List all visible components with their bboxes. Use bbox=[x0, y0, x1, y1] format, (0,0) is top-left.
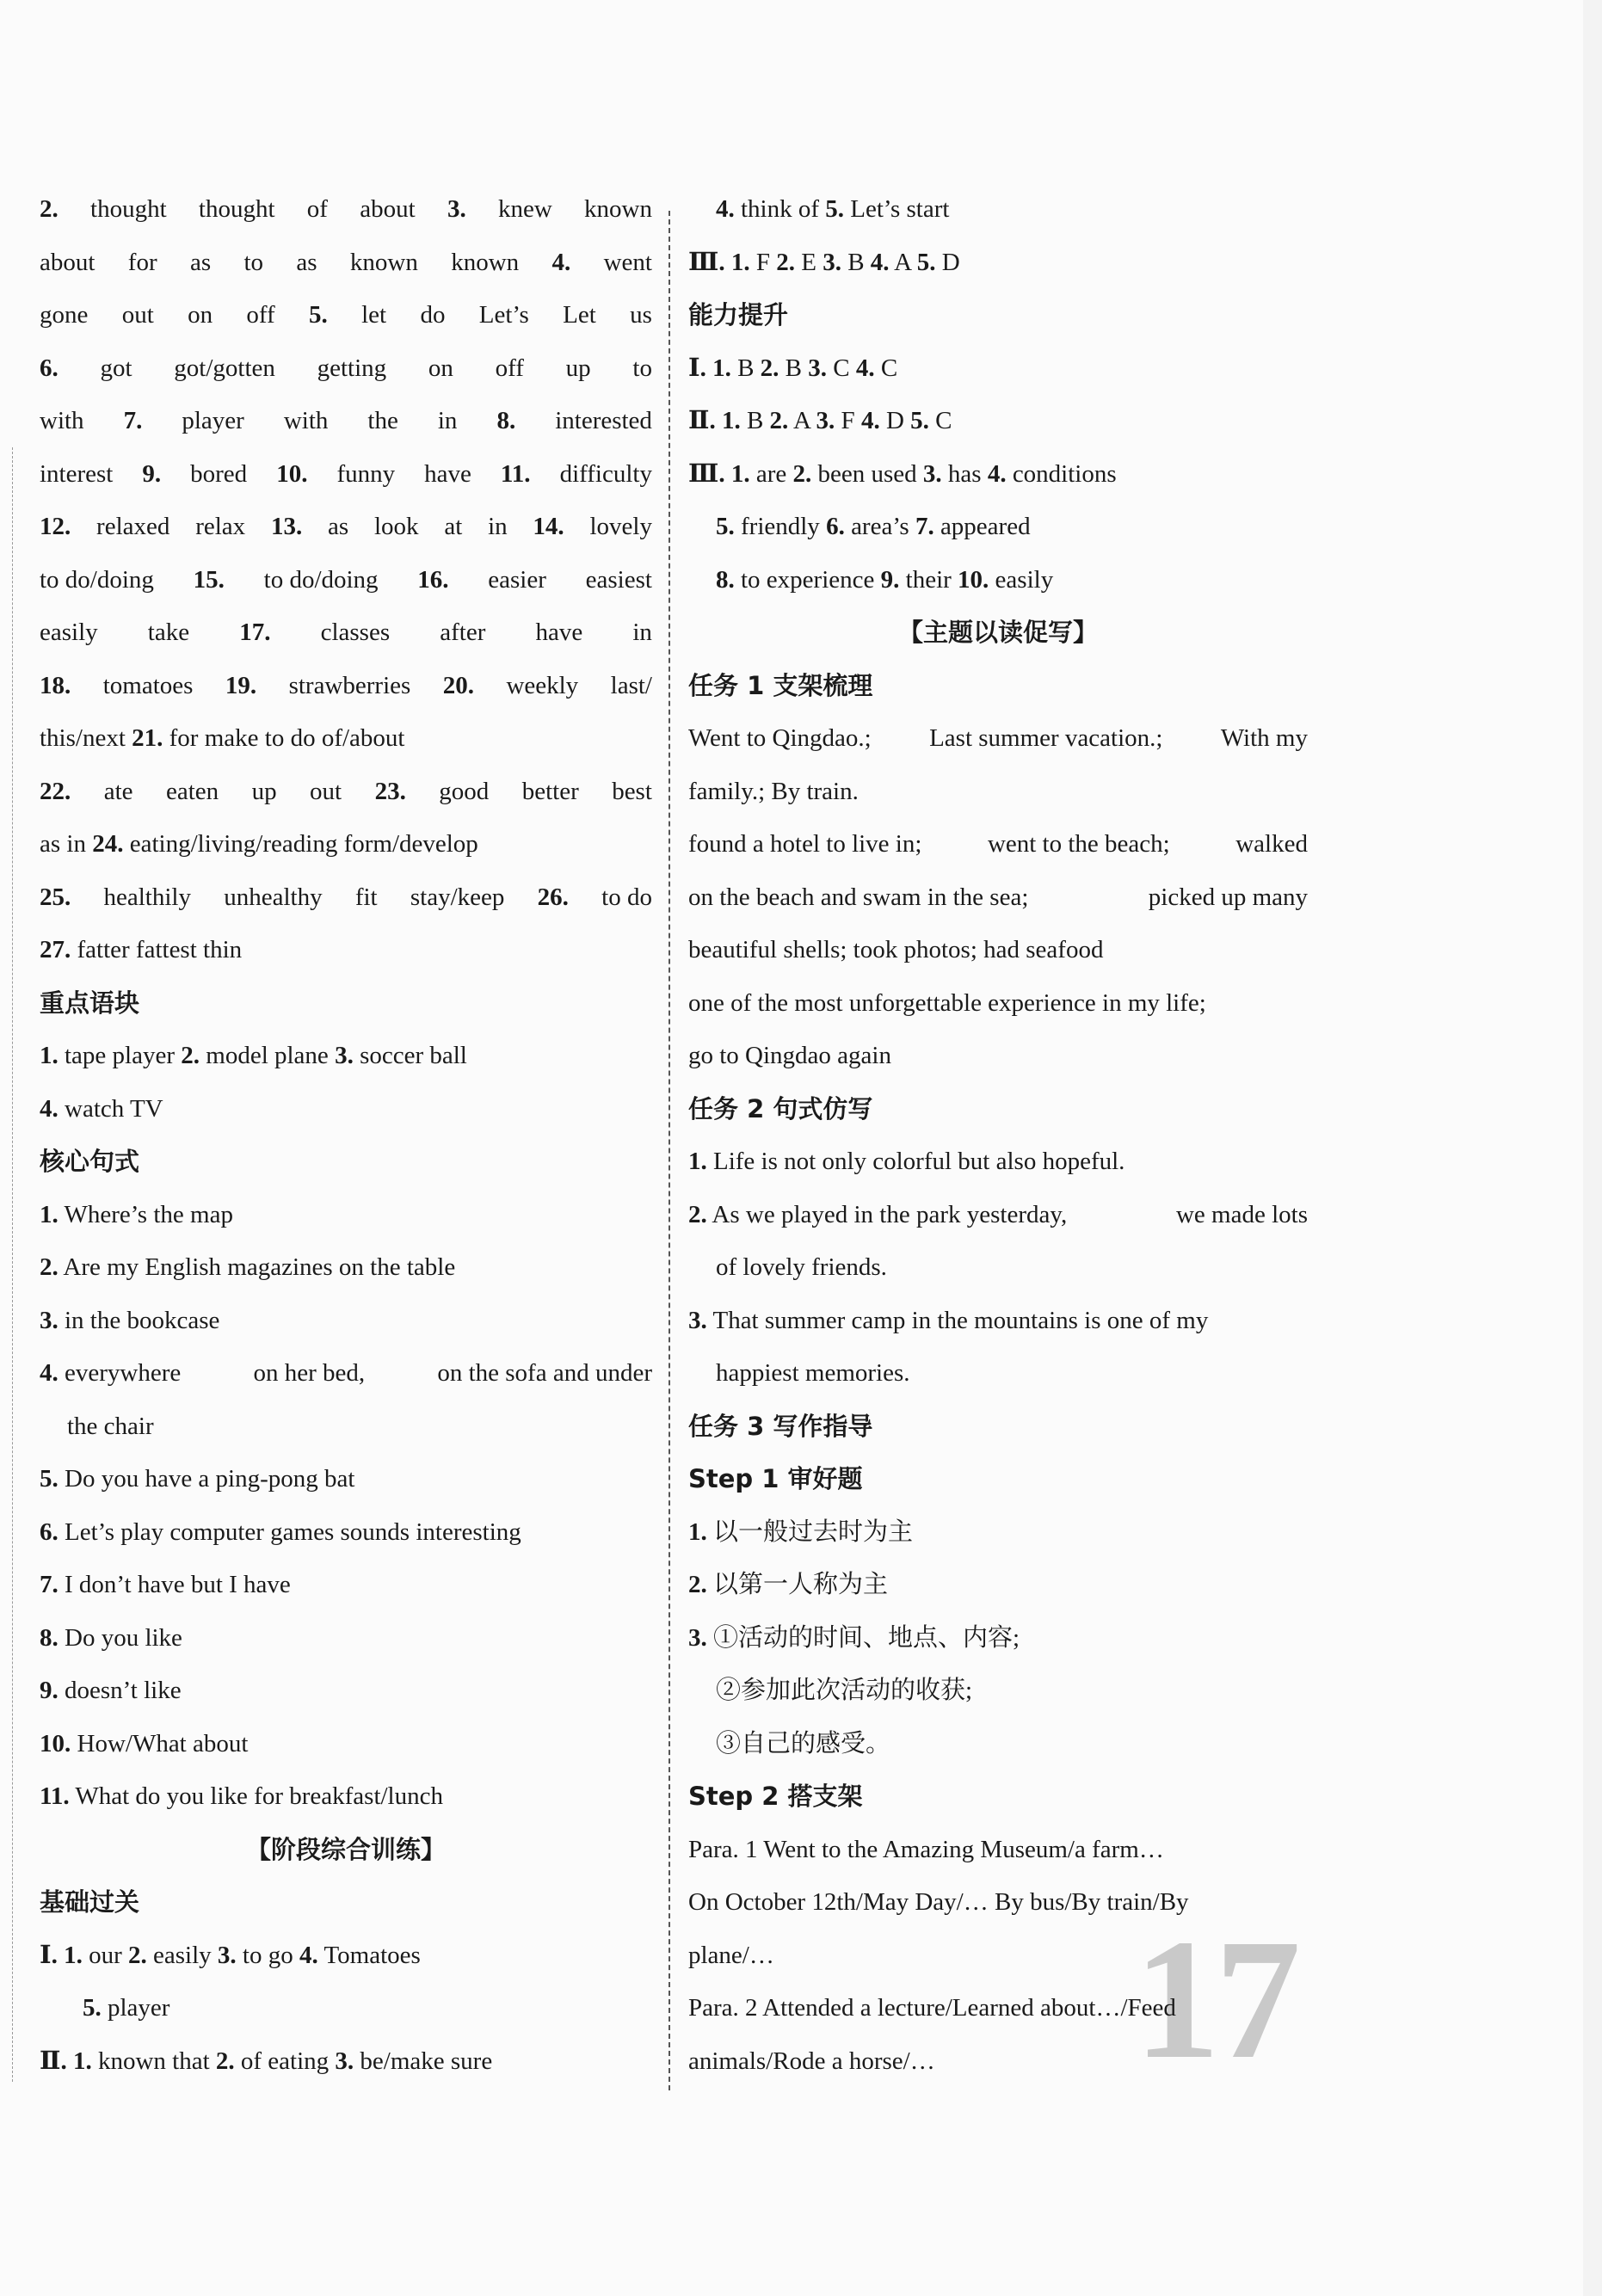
answer-fragment bbox=[501, 448, 531, 502]
answer-line bbox=[688, 712, 1308, 766]
answer-line bbox=[688, 501, 1308, 554]
answer-line bbox=[40, 237, 652, 290]
answer-fragment bbox=[40, 766, 71, 819]
line-text: 10. bbox=[276, 459, 308, 488]
answer-fragment bbox=[40, 501, 71, 554]
answer-fragment: player bbox=[182, 407, 244, 434]
line-text: 1. Where’s the map bbox=[40, 1200, 233, 1228]
margin-dashed-line bbox=[12, 447, 13, 2082]
answer-fragment bbox=[142, 448, 161, 502]
answer-line: 基础过关 bbox=[40, 1887, 140, 1917]
answer-fragment: the bbox=[367, 407, 398, 434]
answer-fragment bbox=[309, 289, 328, 342]
answer-fragment: as bbox=[189, 248, 212, 276]
answer-fragment: to bbox=[632, 354, 652, 382]
answer-line bbox=[40, 289, 652, 342]
answer-line: 能力提升 bbox=[688, 300, 789, 329]
answer-line: of lovely friends. bbox=[716, 1253, 887, 1281]
line-text: 14. bbox=[533, 513, 564, 540]
line-text: Ⅱ. 1. B 2. A 3. F 4. D 5. C bbox=[688, 407, 952, 434]
answer-fragment: unhealthy bbox=[224, 883, 323, 911]
answer-line bbox=[40, 924, 652, 977]
line-text: 3. That summer camp in the mountains is one of my bbox=[688, 1306, 1209, 1334]
answer-fragment: to do/doing bbox=[263, 565, 379, 594]
answer-line: 任务 1 支架梳理 bbox=[688, 670, 873, 700]
answer-line bbox=[688, 342, 1308, 396]
line-text: 4. watch TV bbox=[40, 1094, 163, 1123]
answer-fragment bbox=[40, 871, 71, 925]
line-text: 20. bbox=[442, 671, 474, 699]
answer-fragment bbox=[40, 1347, 181, 1400]
answer-line: go to Qingdao again bbox=[688, 1042, 891, 1069]
answer-fragment: for bbox=[127, 248, 157, 276]
line-text: 3. bbox=[447, 195, 466, 223]
answer-line bbox=[40, 1770, 652, 1824]
answer-fragment: Let bbox=[563, 301, 596, 329]
answer-line bbox=[40, 1189, 652, 1242]
line-text: Step 2 搭支架 bbox=[688, 1782, 863, 1811]
answer-line: plane/… bbox=[688, 1941, 774, 1969]
line-text: 5. bbox=[309, 301, 328, 329]
answer-line bbox=[40, 1930, 652, 1983]
line-text: 19. bbox=[225, 671, 257, 699]
answer-fragment: interest bbox=[40, 459, 114, 488]
line-text: 3. ①活动的时间、地点、内容; bbox=[688, 1623, 1020, 1652]
line-text: 2. 以第一人称为主 bbox=[688, 1571, 889, 1598]
answer-fragment: found a hotel to live in; bbox=[688, 830, 922, 858]
answer-line bbox=[40, 1347, 652, 1400]
answer-fragment: in bbox=[488, 513, 508, 540]
answer-line bbox=[688, 183, 1308, 237]
right-column bbox=[688, 183, 1308, 2095]
answer-line bbox=[40, 2035, 652, 2089]
answer-fragment: on bbox=[428, 354, 453, 382]
answer-line: the chair bbox=[67, 1412, 154, 1440]
answer-fragment: to bbox=[243, 248, 264, 276]
answer-fragment: thought bbox=[198, 195, 275, 223]
line-text: 15. bbox=[193, 565, 225, 594]
line-text: 12. bbox=[40, 513, 71, 540]
answer-fragment: at bbox=[444, 513, 463, 540]
answer-fragment: have bbox=[535, 619, 583, 646]
answer-fragment bbox=[375, 766, 406, 819]
answer-fragment: with bbox=[40, 407, 84, 434]
answer-line bbox=[688, 1295, 1308, 1348]
line-text: as in 24. eating/living/reading form/develop bbox=[40, 830, 478, 858]
answer-line bbox=[40, 1665, 652, 1718]
answer-fragment: knew bbox=[497, 195, 552, 223]
line-text: 1. tape player 2. model plane 3. soccer ball bbox=[40, 1042, 467, 1069]
answer-fragment: bored bbox=[190, 459, 248, 488]
answer-line: 核心句式 bbox=[40, 1147, 140, 1176]
line-text: 4. bbox=[551, 248, 571, 276]
answer-fragment: strawberries bbox=[288, 671, 411, 699]
answer-fragment: out bbox=[121, 301, 154, 329]
answer-fragment: lovely bbox=[589, 513, 652, 540]
answer-fragment: known bbox=[349, 248, 418, 276]
answer-line: 【主题以读促写】 bbox=[897, 618, 1098, 647]
line-text: 17. bbox=[239, 619, 271, 646]
answer-line bbox=[40, 1982, 652, 2035]
answer-line: On October 12th/May Day/… By bus/By train/By bbox=[688, 1888, 1189, 1916]
answer-line: beautiful shells; took photos; had seafood bbox=[688, 936, 1104, 963]
line-text: 16. bbox=[417, 565, 449, 594]
line-text: Ⅲ. 1. F 2. E 3. B 4. A 5. D bbox=[688, 248, 960, 276]
answer-fragment: of bbox=[306, 195, 328, 223]
line-text: 3. in the bookcase bbox=[40, 1306, 220, 1334]
line-text: 18. bbox=[40, 671, 71, 699]
answer-fragment bbox=[533, 501, 564, 554]
answer-fragment: fit bbox=[354, 883, 378, 911]
line-text: Ⅱ. 1. known that 2. of eating 3. be/make sure bbox=[40, 2047, 493, 2075]
line-text: 11. bbox=[500, 459, 531, 488]
answer-fragment bbox=[124, 395, 143, 448]
answer-fragment: getting bbox=[317, 354, 387, 382]
answer-fragment: known bbox=[584, 195, 652, 223]
left-column bbox=[40, 183, 652, 2088]
answer-fragment: gone bbox=[40, 301, 89, 329]
answer-fragment: relax bbox=[195, 513, 246, 540]
answer-line: Para. 1 Went to the Amazing Museum/a farm… bbox=[688, 1835, 1164, 1863]
answer-fragment bbox=[276, 448, 307, 502]
answer-line bbox=[688, 1559, 1308, 1612]
answer-fragment: we made lots bbox=[1175, 1200, 1308, 1228]
answer-fragment: have bbox=[424, 459, 471, 488]
answer-fragment: weekly bbox=[506, 671, 579, 699]
line-text: 6. Let’s play computer games sounds interesting bbox=[40, 1517, 521, 1546]
answer-fragment bbox=[271, 501, 302, 554]
answer-fragment: got/gotten bbox=[174, 354, 275, 382]
answer-line: one of the most unforgettable experience in my life; bbox=[688, 988, 1206, 1017]
answer-line bbox=[688, 1770, 1308, 1824]
answer-fragment: best bbox=[612, 777, 652, 805]
answer-fragment: about bbox=[40, 248, 96, 276]
answer-fragment: off bbox=[495, 354, 524, 382]
answer-fragment: to do bbox=[601, 883, 652, 911]
answer-fragment bbox=[40, 183, 59, 237]
answer-fragment: walked bbox=[1235, 830, 1308, 858]
line-text: 6. bbox=[40, 354, 59, 382]
line-text: 27. fatter fattest thin bbox=[40, 936, 243, 963]
answer-fragment: on the sofa and under bbox=[437, 1359, 652, 1387]
answer-fragment: in bbox=[632, 619, 652, 646]
answer-fragment: easier bbox=[488, 565, 546, 594]
answer-line bbox=[40, 660, 652, 713]
line-text: Ⅰ. 1. our 2. easily 3. to go 4. Tomatoes bbox=[40, 1941, 421, 1969]
line-text: 7. bbox=[123, 407, 143, 434]
answer-fragment bbox=[417, 554, 448, 607]
answer-fragment: last/ bbox=[610, 671, 652, 699]
answer-fragment bbox=[443, 660, 474, 713]
answer-line bbox=[40, 1030, 652, 1083]
answer-fragment: with bbox=[283, 407, 329, 434]
line-text: 2. As we played in the park yesterday, bbox=[688, 1200, 1068, 1228]
line-text: 1. 以一般过去时为主 bbox=[688, 1517, 914, 1546]
answer-fragment: stay/keep bbox=[410, 883, 505, 911]
answer-line: ②参加此次活动的收获; bbox=[716, 1677, 973, 1704]
answer-fragment: With my bbox=[1220, 724, 1308, 752]
line-text: 5. Do you have a ping-pong bat bbox=[40, 1465, 355, 1493]
answer-fragment: out bbox=[310, 777, 342, 805]
line-text: 7. I don’t have but I have bbox=[40, 1571, 291, 1598]
answer-fragment: on bbox=[188, 301, 213, 329]
answer-fragment: as bbox=[296, 248, 317, 276]
answer-line bbox=[688, 395, 1308, 448]
answer-fragment: off bbox=[246, 301, 275, 329]
answer-fragment bbox=[40, 342, 59, 396]
line-text: 11. What do you like for breakfast/lunch bbox=[40, 1782, 443, 1810]
answer-line bbox=[40, 818, 652, 871]
answer-line: 任务 2 句式仿写 bbox=[688, 1093, 873, 1123]
answer-line bbox=[40, 766, 652, 819]
answer-fragment: good bbox=[439, 777, 490, 805]
answer-fragment: went to the beach; bbox=[987, 830, 1170, 858]
line-text: Ⅲ. 1. are 2. been used 3. has 4. conditions bbox=[688, 459, 1117, 488]
answer-line bbox=[688, 1453, 1308, 1506]
answer-line bbox=[40, 448, 652, 502]
line-text: 8. bbox=[496, 407, 516, 434]
answer-line bbox=[40, 1453, 652, 1506]
answer-fragment: went bbox=[603, 248, 652, 276]
answer-fragment: classes bbox=[320, 619, 391, 646]
line-text: 4. think of 5. Let’s start bbox=[716, 195, 950, 223]
answer-fragment: us bbox=[630, 301, 652, 329]
line-text: 8. Do you like bbox=[40, 1623, 182, 1652]
answer-fragment bbox=[496, 395, 515, 448]
answer-line bbox=[688, 554, 1308, 607]
answer-line bbox=[40, 1241, 652, 1295]
answer-fragment bbox=[538, 871, 569, 925]
line-text: 5. friendly 6. area’s 7. appeared bbox=[716, 513, 1031, 540]
answer-fragment: known bbox=[451, 248, 520, 276]
answer-fragment bbox=[551, 237, 570, 290]
answer-fragment: got bbox=[100, 354, 132, 382]
answer-line bbox=[688, 871, 1308, 925]
answer-line bbox=[40, 1083, 652, 1136]
answer-line bbox=[688, 1506, 1308, 1560]
line-text: 13. bbox=[270, 513, 303, 540]
answer-fragment: ate bbox=[103, 777, 133, 805]
answer-fragment: Went to Qingdao.; bbox=[688, 724, 872, 752]
answer-fragment bbox=[239, 606, 270, 660]
answer-line bbox=[688, 1189, 1308, 1242]
answer-fragment: up bbox=[251, 777, 277, 805]
answer-fragment bbox=[447, 183, 466, 237]
answer-line bbox=[688, 237, 1308, 290]
answer-fragment: easily bbox=[40, 619, 98, 646]
answer-line: happiest memories. bbox=[716, 1359, 910, 1387]
answer-fragment bbox=[194, 554, 225, 607]
answer-line bbox=[40, 1506, 652, 1560]
line-text: 1. Life is not only colorful but also hopeful. bbox=[688, 1148, 1125, 1175]
line-text: 10. How/What about bbox=[40, 1729, 249, 1757]
answer-line: 【阶段综合训练】 bbox=[245, 1834, 446, 1864]
answer-line bbox=[40, 395, 652, 448]
answer-fragment: funny bbox=[336, 459, 396, 488]
answer-line: ③自己的感受。 bbox=[716, 1729, 891, 1757]
answer-line bbox=[688, 1136, 1308, 1189]
answer-line bbox=[688, 818, 1308, 871]
line-text: 9. doesn’t like bbox=[40, 1677, 182, 1704]
answer-fragment: easiest bbox=[585, 565, 652, 594]
answer-line bbox=[40, 871, 652, 925]
answer-line bbox=[40, 501, 652, 554]
answer-fragment: in bbox=[437, 407, 458, 434]
line-text: 2. bbox=[40, 195, 59, 223]
answer-line: 重点语块 bbox=[40, 988, 140, 1018]
page-number: 17 bbox=[1134, 1905, 1296, 2095]
line-text: 9. bbox=[142, 459, 162, 488]
answer-fragment: on the beach and swam in the sea; bbox=[688, 883, 1029, 911]
line-text: 22. bbox=[40, 777, 71, 805]
answer-line bbox=[40, 183, 652, 237]
line-text: 26. bbox=[537, 883, 569, 911]
answer-fragment: difficulty bbox=[559, 459, 652, 488]
answer-fragment: after bbox=[440, 619, 486, 646]
answer-line bbox=[40, 1718, 652, 1771]
answer-line: Para. 2 Attended a lecture/Learned about…/Feed bbox=[688, 1994, 1176, 2022]
answer-fragment: better bbox=[521, 777, 579, 805]
answer-line bbox=[40, 1559, 652, 1612]
line-text: 8. to experience 9. their 10. easily bbox=[716, 565, 1054, 594]
answer-fragment: on her bed, bbox=[253, 1359, 366, 1387]
answer-fragment: healthily bbox=[103, 883, 191, 911]
line-text: Step 1 审好题 bbox=[688, 1464, 863, 1493]
answer-fragment: as bbox=[328, 513, 349, 540]
line-text: 4. everywhere bbox=[40, 1359, 182, 1387]
line-text: Ⅰ. 1. B 2. B 3. C 4. C bbox=[688, 354, 898, 382]
answer-fragment: do bbox=[420, 301, 446, 329]
line-text: 2. Are my English magazines on the table bbox=[40, 1253, 456, 1281]
line-text: 25. bbox=[40, 883, 71, 911]
answer-fragment: look bbox=[373, 513, 419, 540]
answer-line bbox=[688, 448, 1308, 502]
answer-fragment: picked up many bbox=[1148, 883, 1308, 911]
answer-fragment: tomatoes bbox=[102, 671, 194, 699]
answer-line: family.; By train. bbox=[688, 777, 859, 805]
line-text: this/next 21. for make to do of/about bbox=[40, 724, 405, 752]
answer-fragment: relaxed bbox=[96, 513, 170, 540]
answer-line bbox=[40, 342, 652, 396]
answer-line bbox=[40, 554, 652, 607]
answer-fragment: interested bbox=[555, 407, 652, 434]
answer-fragment: thought bbox=[90, 195, 167, 223]
answer-line bbox=[40, 1295, 652, 1348]
answer-fragment: eaten bbox=[165, 777, 219, 805]
answer-fragment: about bbox=[360, 195, 416, 223]
column-divider bbox=[669, 211, 670, 2090]
answer-fragment: Let’s bbox=[478, 301, 529, 329]
answer-fragment: take bbox=[147, 619, 190, 646]
answer-line bbox=[40, 712, 652, 766]
answer-fragment bbox=[40, 660, 71, 713]
line-text: 23. bbox=[374, 777, 406, 805]
answer-line bbox=[688, 1612, 1308, 1665]
answer-fragment bbox=[688, 1189, 1067, 1242]
answer-line: 任务 3 写作指导 bbox=[688, 1411, 873, 1441]
answer-line bbox=[40, 606, 652, 660]
answer-line: animals/Rode a horse/… bbox=[688, 2047, 935, 2075]
answer-fragment: up bbox=[565, 354, 591, 382]
line-text: 5. player bbox=[83, 1994, 170, 2022]
answer-line bbox=[40, 1612, 652, 1665]
answer-fragment: to do/doing bbox=[40, 565, 154, 594]
answer-fragment: Last summer vacation.; bbox=[929, 724, 1163, 752]
answer-fragment bbox=[225, 660, 256, 713]
answer-fragment: let bbox=[361, 301, 387, 329]
